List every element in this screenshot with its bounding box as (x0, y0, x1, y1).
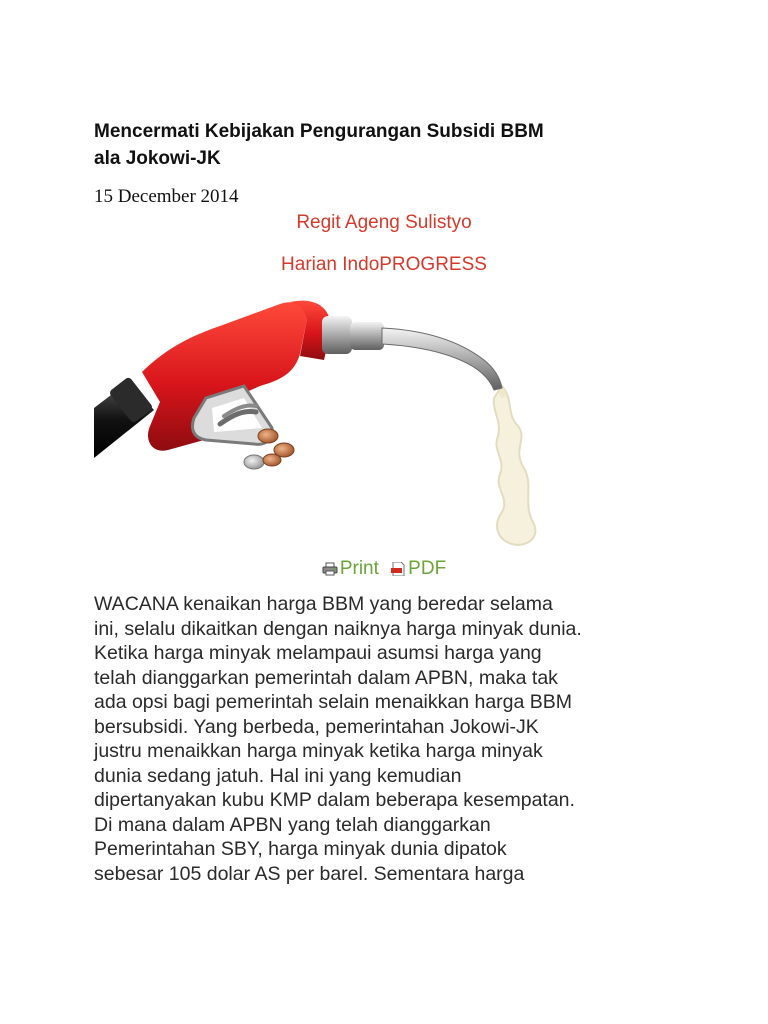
outlet-name[interactable]: Harian IndoPROGRESS (281, 254, 487, 275)
printer-icon (322, 562, 338, 576)
body-line: dipertanyakan kubu KMP dalam beberapa kesempatan. (94, 789, 575, 811)
publish-date: 15 December 2014 (94, 186, 239, 207)
article-title-line-1: Mencermati Kebijakan Pengurangan Subsidi BBM (94, 121, 544, 142)
body-line: ada opsi bagi pemerintah selain menaikkan harga BBM (94, 691, 573, 713)
body-line: dunia sedang jatuh. Hal ini yang kemudian (94, 764, 462, 787)
article-actions (0, 558, 768, 582)
body-line: Pemerintahan SBY, harga minyak dunia dipatok (94, 838, 507, 860)
body-line: Di mana dalam APBN yang telah dianggarkan (94, 813, 491, 836)
article-title-line-2: ala Jokowi-JK (94, 148, 221, 169)
body-line: Ketika harga minyak melampaui asumsi harga yang (94, 642, 542, 664)
pdf-label: PDF (408, 558, 447, 579)
pdf-icon (390, 562, 406, 576)
author-name[interactable]: Regit Ageng Sulistyo (296, 212, 472, 233)
article-title (94, 118, 694, 172)
article-body (94, 592, 694, 886)
print-label: Print (339, 558, 379, 579)
body-line: bersubsidi. Yang berbeda, pemerintahan Jokowi-JK (94, 715, 539, 738)
body-line: WACANA kenaikan harga BBM yang beredar selama (94, 593, 553, 615)
pdf-link[interactable] (390, 558, 446, 580)
body-line: justru menaikkan harga minyak ketika harga minyak (94, 740, 543, 762)
print-link[interactable] (322, 558, 379, 580)
body-line: sebesar 105 dolar AS per barel. Sementara harga (94, 862, 525, 885)
body-line: telah dianggarkan pemerintah dalam APBN, maka tak (94, 666, 558, 689)
fuel-nozzle-image (94, 290, 564, 552)
body-line: ini, selalu dikaitkan dengan naiknya harga minyak dunia. (94, 617, 582, 640)
